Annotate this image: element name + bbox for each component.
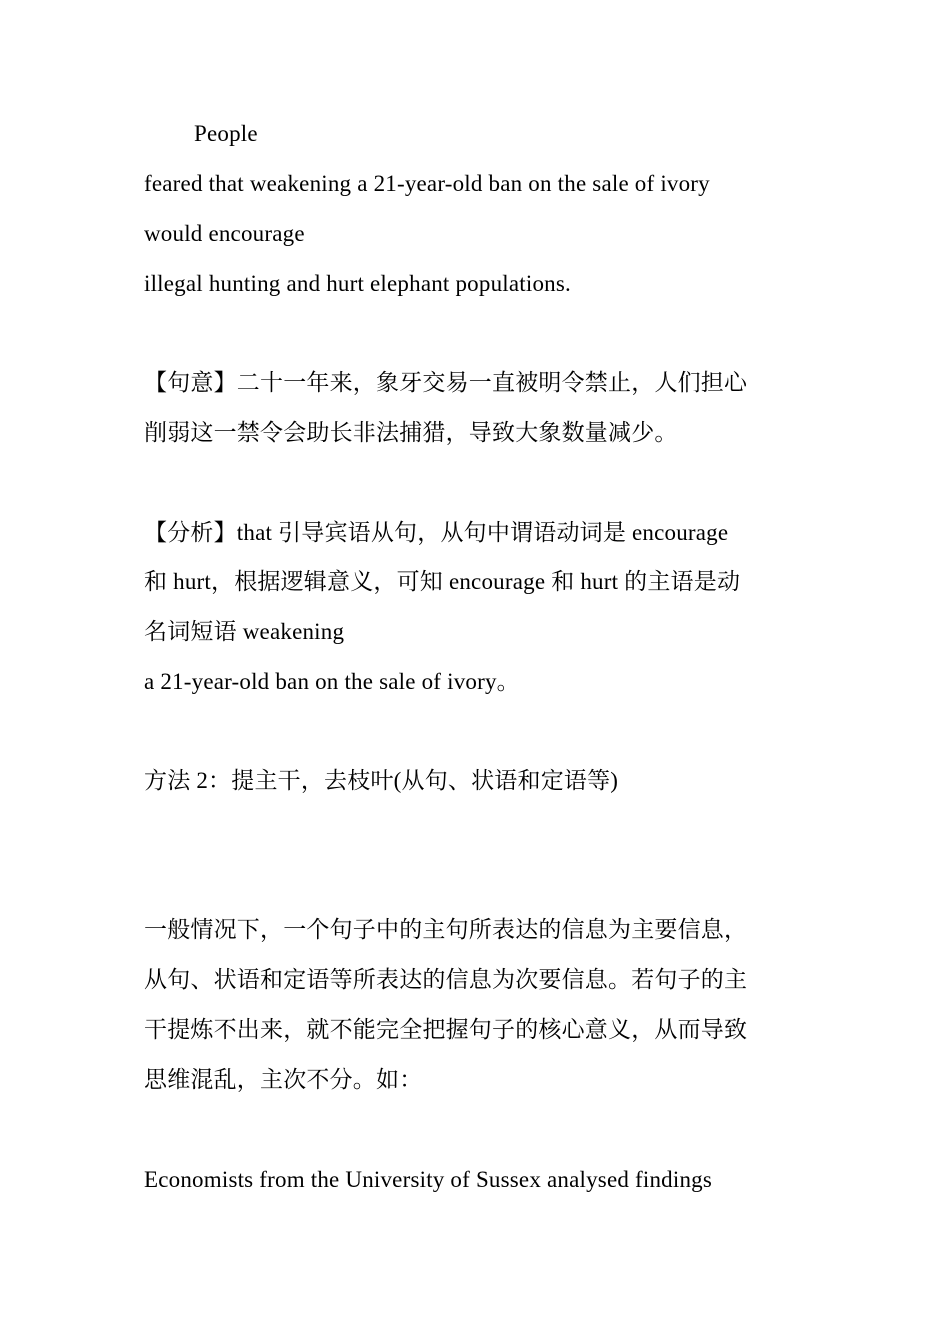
meaning-paragraph-line-1: 【句意】二十一年来，象牙交易一直被明令禁止，人们担心 xyxy=(144,370,748,395)
explanation-paragraph-line-1: 一般情况下，一个句子中的主句所表达的信息为主要信息， xyxy=(144,917,748,942)
analysis-paragraph-line-2: 和 hurt，根据逻辑意义，可知 encourage 和 hurt 的主语是动 xyxy=(144,569,741,594)
english-sentence-line-4: illegal hunting and hurt elephant populations. xyxy=(144,271,571,296)
analysis-paragraph-line-3: 名词短语 weakening xyxy=(144,619,345,644)
explanation-paragraph-line-3: 干提炼不出来，就不能完全把握句子的核心意义，从而导致 xyxy=(144,1017,748,1042)
english-sentence-line-3: would encourage xyxy=(144,221,305,246)
method-heading: 方法 2：提主干，去枝叶(从句、状语和定语等) xyxy=(144,768,619,793)
analysis-paragraph-line-4: a 21-year-old ban on the sale of ivory。 xyxy=(144,669,520,694)
english-sentence-line-2: feared that weakening a 21-year-old ban on the sale of ivory xyxy=(144,171,710,196)
explanation-paragraph-line-2: 从句、状语和定语等所表达的信息为次要信息。若句子的主 xyxy=(144,967,748,992)
english-sentence-line-1: People xyxy=(194,121,258,146)
explanation-paragraph-line-4: 思维混乱，主次不分。如： xyxy=(144,1067,423,1092)
meaning-paragraph-line-2: 削弱这一禁令会助长非法捕猎，导致大象数量减少。 xyxy=(144,420,678,445)
analysis-paragraph-line-1: 【分析】that 引导宾语从句，从句中谓语动词是 encourage xyxy=(144,520,729,545)
example-sentence-line-1: Economists from the University of Sussex analysed findings xyxy=(144,1167,713,1192)
